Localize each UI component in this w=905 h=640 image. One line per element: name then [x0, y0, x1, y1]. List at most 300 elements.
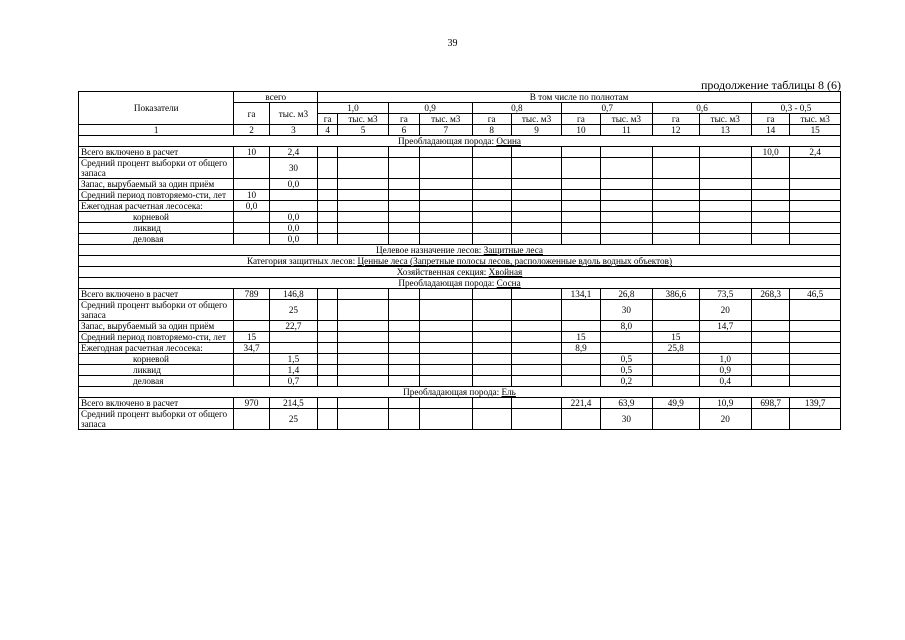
table-cell [420, 289, 472, 300]
table-row [79, 354, 841, 365]
table-cell [751, 321, 789, 332]
table-cell: 1,5 [269, 354, 317, 365]
table-cell [318, 190, 338, 201]
table-cell [388, 190, 419, 201]
table-cell [511, 398, 561, 409]
column-number: 4 [318, 125, 338, 136]
table-cell: 0,0 [269, 223, 317, 234]
table-cell [472, 354, 511, 365]
table-cell [511, 332, 561, 343]
table-cell: 34,7 [234, 343, 269, 354]
table-cell [472, 212, 511, 223]
table-row [79, 158, 841, 179]
table-cell [318, 398, 338, 409]
table-row [79, 223, 841, 234]
table-cell: 698,7 [751, 398, 789, 409]
table-cell [562, 409, 600, 430]
table-cell [318, 223, 338, 234]
table-cell [511, 354, 561, 365]
table-cell [420, 343, 472, 354]
table-cell [420, 201, 472, 212]
table-cell [234, 234, 269, 245]
table-cell [653, 158, 699, 179]
table-cell [472, 332, 511, 343]
table-cell [751, 201, 789, 212]
table-cell [338, 376, 388, 387]
header-unit-ha: га [388, 114, 419, 125]
column-number: 15 [790, 125, 841, 136]
table-cell [653, 354, 699, 365]
table-cell [388, 179, 419, 190]
table-cell [234, 321, 269, 332]
table-cell [269, 332, 317, 343]
table-cell [420, 376, 472, 387]
header-density: 0,7 [562, 103, 653, 114]
column-number: 8 [472, 125, 511, 136]
table-cell [420, 354, 472, 365]
header-unit-ha: га [751, 114, 789, 125]
section-heading [79, 256, 841, 267]
table-cell: 14,7 [699, 321, 751, 332]
section-label: Категория защитных лесов: [246, 256, 358, 266]
header-unit-volume: тыс. м3 [420, 114, 472, 125]
table-cell [751, 354, 789, 365]
header-unit-volume: тыс. м3 [338, 114, 388, 125]
table-cell: 0,4 [699, 376, 751, 387]
table-cell [790, 354, 841, 365]
table-cell: 146,8 [269, 289, 317, 300]
table-cell [751, 234, 789, 245]
table-cell: 0,0 [269, 179, 317, 190]
table-cell [338, 190, 388, 201]
table-cell [653, 409, 699, 430]
table-cell [420, 223, 472, 234]
section-row [79, 267, 841, 278]
table-cell [600, 201, 652, 212]
table-cell: 10 [234, 190, 269, 201]
table-cell: 139,7 [790, 398, 841, 409]
table-cell [653, 190, 699, 201]
table-cell [511, 190, 561, 201]
table-cell [472, 289, 511, 300]
table-cell [472, 321, 511, 332]
table-cell: 49,9 [653, 398, 699, 409]
table-cell: 2,4 [790, 147, 841, 158]
header-unit-ha: га [318, 114, 338, 125]
table-cell [699, 234, 751, 245]
row-label: Средний процент выборки от общего запаса [79, 300, 234, 321]
table-cell [234, 354, 269, 365]
table-cell [318, 343, 338, 354]
table-cell [790, 409, 841, 430]
table-cell [388, 289, 419, 300]
table-cell [472, 147, 511, 158]
table-cell: 0,5 [600, 354, 652, 365]
table-cell: 8,0 [600, 321, 652, 332]
table-cell [420, 409, 472, 430]
table-cell [511, 376, 561, 387]
table-cell [751, 376, 789, 387]
table-cell [472, 398, 511, 409]
table-cell: 789 [234, 289, 269, 300]
row-label: корневой [79, 354, 234, 365]
table-cell: 386,6 [653, 289, 699, 300]
table-cell [699, 343, 751, 354]
table-cell: 0,0 [269, 212, 317, 223]
table-cell [472, 234, 511, 245]
table-cell: 25 [269, 300, 317, 321]
table-cell [790, 376, 841, 387]
row-label: ликвид [79, 365, 234, 376]
column-number: 9 [511, 125, 561, 136]
table-cell [388, 354, 419, 365]
table-cell [511, 409, 561, 430]
table-cell [511, 365, 561, 376]
table-cell [269, 201, 317, 212]
table-cell [790, 201, 841, 212]
table-cell [338, 398, 388, 409]
table-cell [472, 201, 511, 212]
column-number: 12 [653, 125, 699, 136]
header-in-density: В том числе по полнотам [318, 92, 841, 103]
section-row [79, 387, 841, 398]
table-cell: 20 [699, 300, 751, 321]
table-cell [420, 332, 472, 343]
table-cell [420, 300, 472, 321]
table-cell [790, 190, 841, 201]
table-row [79, 300, 841, 321]
row-label: Всего включено в расчет [79, 289, 234, 300]
table-cell [338, 300, 388, 321]
table-cell [653, 223, 699, 234]
table-cell [600, 343, 652, 354]
header-row-1 [79, 92, 841, 103]
table-cell [318, 300, 338, 321]
table-cell [318, 376, 338, 387]
table-cell [699, 212, 751, 223]
table-cell [562, 354, 600, 365]
table-cell: 30 [269, 158, 317, 179]
table-cell [472, 365, 511, 376]
header-unit-ha: га [653, 114, 699, 125]
table-cell: 46,5 [790, 289, 841, 300]
section-value: Ценные леса (Запретные полосы лесов, расположенные вдоль водных объектов) [357, 256, 673, 266]
row-label: ликвид [79, 223, 234, 234]
table-cell [600, 234, 652, 245]
table-cell: 970 [234, 398, 269, 409]
table-cell [790, 212, 841, 223]
table-cell: 30 [600, 300, 652, 321]
row-label: Запас, вырубаемый за один приём [79, 179, 234, 190]
table-cell [388, 300, 419, 321]
table-cell [420, 147, 472, 158]
table-cell [511, 300, 561, 321]
column-number: 3 [269, 125, 317, 136]
table-row [79, 365, 841, 376]
table-cell: 15 [653, 332, 699, 343]
table-cell [420, 365, 472, 376]
table-cell [790, 158, 841, 179]
table-cell [600, 212, 652, 223]
table-cell [751, 300, 789, 321]
table-cell [388, 409, 419, 430]
table-cell [388, 343, 419, 354]
table-cell [751, 158, 789, 179]
table-cell [472, 158, 511, 179]
table-cell: 1,4 [269, 365, 317, 376]
table-cell [420, 190, 472, 201]
table-cell [388, 201, 419, 212]
table-cell [420, 234, 472, 245]
section-row [79, 278, 841, 289]
table-cell: 221,4 [562, 398, 600, 409]
table-cell [562, 223, 600, 234]
table-cell [338, 147, 388, 158]
table-cell [790, 332, 841, 343]
table-cell [562, 212, 600, 223]
table-cell [751, 190, 789, 201]
header-density: 0,9 [388, 103, 472, 114]
table-cell: 8,9 [562, 343, 600, 354]
header-unit-volume: тыс. м3 [699, 114, 751, 125]
row-label: Запас, вырубаемый за один приём [79, 321, 234, 332]
column-number-row [79, 125, 841, 136]
table-cell [269, 190, 317, 201]
table-cell: 25,8 [653, 343, 699, 354]
table-cell [318, 289, 338, 300]
table-cell: 30 [600, 409, 652, 430]
table-cell [338, 343, 388, 354]
section-row [79, 136, 841, 147]
table-cell [472, 190, 511, 201]
header-density: 1,0 [318, 103, 389, 114]
table-cell [318, 179, 338, 190]
table-cell [388, 212, 419, 223]
table-cell [653, 365, 699, 376]
table-cell [751, 332, 789, 343]
table-cell [338, 201, 388, 212]
table-cell: 25 [269, 409, 317, 430]
table-row [79, 147, 841, 158]
table-cell [790, 365, 841, 376]
table-row [79, 398, 841, 409]
table-cell [511, 234, 561, 245]
table-cell: 268,3 [751, 289, 789, 300]
section-value: Осина [496, 136, 521, 146]
table-cell [699, 179, 751, 190]
column-number: 14 [751, 125, 789, 136]
header-unit-ha: га [472, 114, 511, 125]
header-unit-volume: тыс. м3 [600, 114, 652, 125]
table-cell [388, 332, 419, 343]
table-cell: 10,0 [751, 147, 789, 158]
row-label: деловая [79, 234, 234, 245]
section-heading [79, 245, 841, 256]
table-cell [699, 190, 751, 201]
table-cell [751, 409, 789, 430]
table-cell [511, 158, 561, 179]
table-cell: 26,8 [600, 289, 652, 300]
section-label: Преобладающая порода: [403, 387, 502, 397]
table-cell [388, 398, 419, 409]
table-cell [338, 365, 388, 376]
table-cell: 10,9 [699, 398, 751, 409]
table-cell: 2,4 [269, 147, 317, 158]
table-cell: 0,5 [600, 365, 652, 376]
table-cell: 1,0 [699, 354, 751, 365]
table-cell: 214,5 [269, 398, 317, 409]
table-cell [338, 158, 388, 179]
section-label: Преобладающая порода: [398, 278, 497, 288]
table-cell [234, 300, 269, 321]
table-row [79, 179, 841, 190]
table-cell [790, 321, 841, 332]
section-value: Сосна [496, 278, 521, 288]
column-number: 6 [388, 125, 419, 136]
table-cell [269, 343, 317, 354]
column-number: 5 [338, 125, 388, 136]
page-number: 39 [447, 38, 458, 49]
table-cell [653, 234, 699, 245]
table-cell [699, 201, 751, 212]
table-cell [318, 365, 338, 376]
column-number: 11 [600, 125, 652, 136]
table-cell [562, 147, 600, 158]
table-row [79, 289, 841, 300]
table-cell [562, 190, 600, 201]
header-density: 0,8 [472, 103, 562, 114]
table-cell [338, 354, 388, 365]
table-row [79, 190, 841, 201]
table-cell [234, 365, 269, 376]
table-cell [338, 212, 388, 223]
table-cell [338, 223, 388, 234]
table-cell [234, 212, 269, 223]
row-label: деловая [79, 376, 234, 387]
table-cell [790, 234, 841, 245]
table-cell [318, 234, 338, 245]
table-cell [318, 332, 338, 343]
table-cell [318, 409, 338, 430]
table-cell: 0,7 [269, 376, 317, 387]
table-cell [338, 289, 388, 300]
table-cell [388, 321, 419, 332]
section-value: Ель [501, 387, 516, 397]
table-cell [653, 300, 699, 321]
header-indicators: Показатели [79, 92, 234, 125]
table-cell [388, 223, 419, 234]
table-cell [318, 147, 338, 158]
column-number: 10 [562, 125, 600, 136]
section-row [79, 256, 841, 267]
table-cell [699, 158, 751, 179]
table-row [79, 321, 841, 332]
table-row [79, 409, 841, 430]
table-cell [388, 234, 419, 245]
table-cell [699, 223, 751, 234]
table-cell [318, 158, 338, 179]
table-cell [338, 332, 388, 343]
table-cell: 15 [234, 332, 269, 343]
table-cell [420, 179, 472, 190]
table-cell [562, 321, 600, 332]
row-label: Средний процент выборки от общего запаса [79, 409, 234, 430]
table-cell: 63,9 [600, 398, 652, 409]
table-cell [562, 365, 600, 376]
table-cell [653, 201, 699, 212]
section-label: Хозяйственная секция: [396, 267, 489, 277]
table-cell [472, 179, 511, 190]
table-cell [653, 212, 699, 223]
table-cell: 20 [699, 409, 751, 430]
table-cell [600, 190, 652, 201]
table-cell [338, 234, 388, 245]
table-cell: 0,0 [234, 201, 269, 212]
table-cell [420, 158, 472, 179]
table-cell: 0,9 [699, 365, 751, 376]
table-cell [511, 179, 561, 190]
table-row [79, 201, 841, 212]
column-number: 7 [420, 125, 472, 136]
table-cell [318, 212, 338, 223]
table-cell [388, 158, 419, 179]
table-cell [388, 365, 419, 376]
table-cell [751, 223, 789, 234]
table-cell [751, 365, 789, 376]
table-cell [234, 179, 269, 190]
table-cell [790, 343, 841, 354]
row-label: Средний процент выборки от общего запаса [79, 158, 234, 179]
table-cell [338, 321, 388, 332]
column-number: 13 [699, 125, 751, 136]
table-row [79, 234, 841, 245]
table-cell: 10 [234, 147, 269, 158]
table-cell [472, 376, 511, 387]
header-unit-ha: га [562, 114, 600, 125]
table-cell [234, 376, 269, 387]
table-cell [511, 147, 561, 158]
table-cell: 22,7 [269, 321, 317, 332]
table-cell [511, 223, 561, 234]
table-cell [511, 212, 561, 223]
table-caption: продолжение таблицы 8 (6) [700, 78, 841, 92]
table-cell [653, 147, 699, 158]
table-cell [699, 332, 751, 343]
table-cell [751, 212, 789, 223]
row-label: Ежегодная расчетная лесосека: [79, 201, 234, 212]
table-cell [562, 179, 600, 190]
table-cell [511, 201, 561, 212]
table-cell [318, 354, 338, 365]
table-cell [420, 398, 472, 409]
section-heading [79, 136, 841, 147]
section-heading [79, 267, 841, 278]
table-cell [234, 409, 269, 430]
header-density: 0,3 - 0,5 [751, 103, 840, 114]
row-label: Средний период повторяемо-сти, лет [79, 332, 234, 343]
table-cell [790, 223, 841, 234]
table-cell [562, 201, 600, 212]
table-cell: 0,2 [600, 376, 652, 387]
header-ha: га [234, 103, 269, 125]
table-cell [600, 147, 652, 158]
table-cell [420, 321, 472, 332]
table-row [79, 212, 841, 223]
table-cell [338, 409, 388, 430]
felling-table [78, 91, 841, 430]
section-row [79, 245, 841, 256]
section-heading [79, 387, 841, 398]
